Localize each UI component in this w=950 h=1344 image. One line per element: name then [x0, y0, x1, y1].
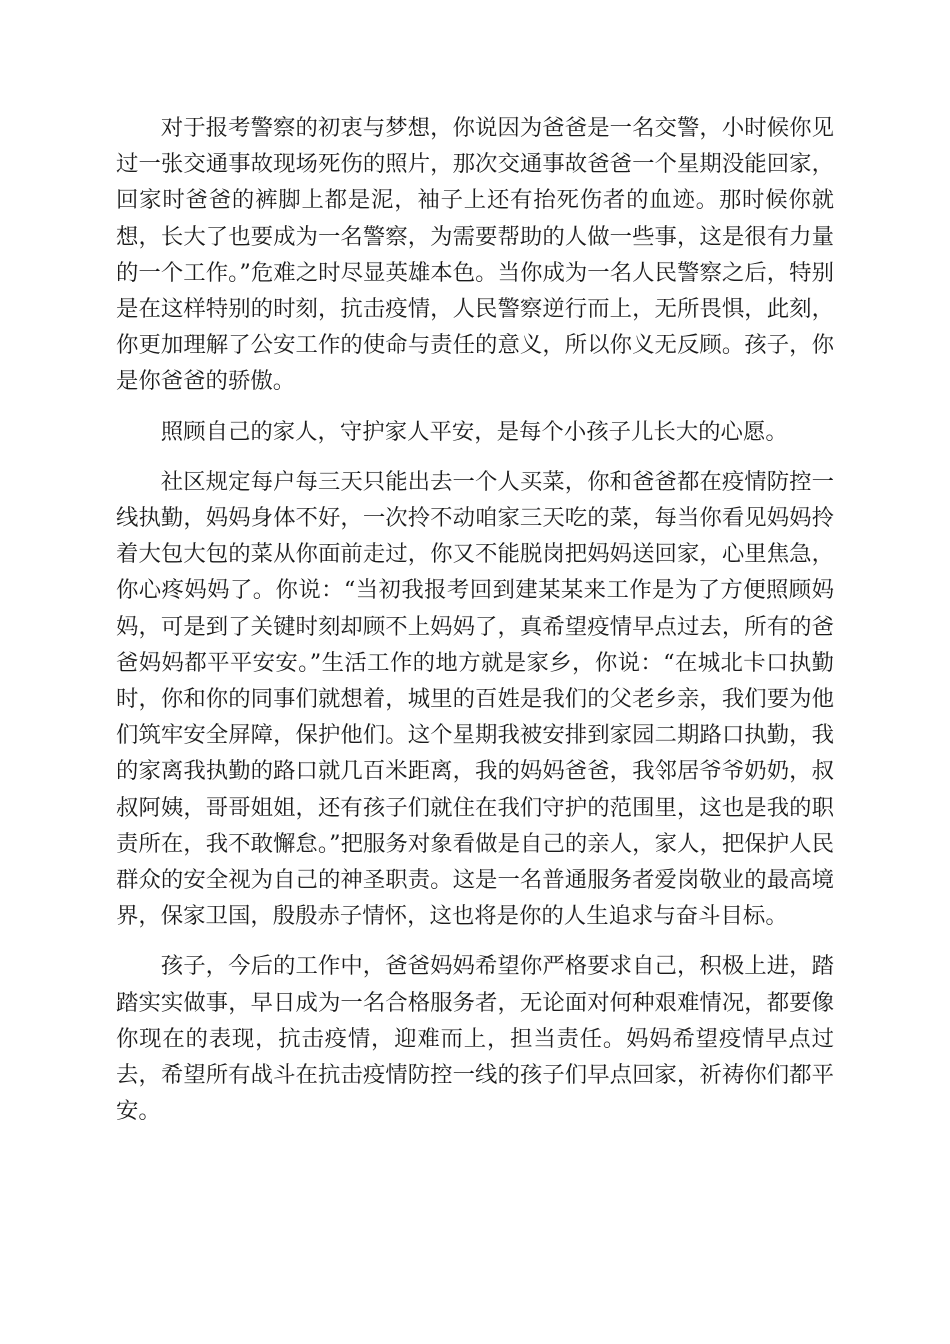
paragraph-4: 孩子，今后的工作中，爸爸妈妈希望你严格要求自己，积极上进，踏踏实实做事，早日成为一名合格服务者，无论面对何种艰难情况，都要像你现在的表现，抗击疫情，迎难而上，担当责任。妈妈希望疫情早点过去，希望所有战斗在抗击疫情防控一线的孩子们早点回家，祈祷你们都平安。	[116, 953, 834, 1125]
document-body	[116, 110, 834, 1143]
paragraph-2: 照顾自己的家人，守护家人平安，是每个小孩子儿长大的心愿。	[160, 418, 788, 445]
paragraph-1: 对于报考警察的初衷与梦想，你说因为爸爸是一名交警，小时候你见过一张交通事故现场死伤的照片，那次交通事故爸爸一个星期没能回家，回家时爸爸的裤脚上都是泥，袖子上还有抬死伤者的血迹。那时候你就想，长大了也要成为一名警察，为需要帮助的人做一些事，这是很有力量的一个工作。”危难之时尽显英雄本色。当你成为一名人民警察之后，特别是在这样特别的时刻，抗击疫情，人民警察逆行而上，无所畏惧，此刻，你更加理解了公安工作的使命与责任的意义，所以你义无反顾。孩子，你是你爸爸的骄傲。	[116, 115, 834, 395]
paragraph-3: 社区规定每户每三天只能出去一个人买菜，你和爸爸都在疫情防控一线执勤，妈妈身体不好，一次拎不动咱家三天吃的菜，每当你看见妈妈拎着大包大包的菜从你面前走过，你又不能脱岗把妈妈送回家，心里焦急，你心疼妈妈了。你说：“当初我报考回到建某某来工作是为了方便照顾妈妈，可是到了关键时刻却顾不上妈妈了，真希望疫情早点过去，所有的爸爸妈妈都平平安安。”生活工作的地方就是家乡，你说：“在城北卡口执勤时，你和你的同事们就想着，城里的百姓是我们的父老乡亲，我们要为他们筑牢安全屏障，保护他们。这个星期我被安排到家园二期路口执勤，我的家离我执勤的路口就几百米距离，我的妈妈爸爸，我邻居爷爷奶奶，叔叔阿姨，哥哥姐姐，还有孩子们就住在我们守护的范围里，这也是我的职责所在，我不敢懈怠。”把服务对象看做是自己的亲人，家人，把保护人民群众的安全视为自己的神圣职责。这是一名普通服务者爱岗敬业的最高境界，保家卫国，殷殷赤子情怀，这也将是你的人生追求与奋斗目标。	[116, 468, 834, 930]
